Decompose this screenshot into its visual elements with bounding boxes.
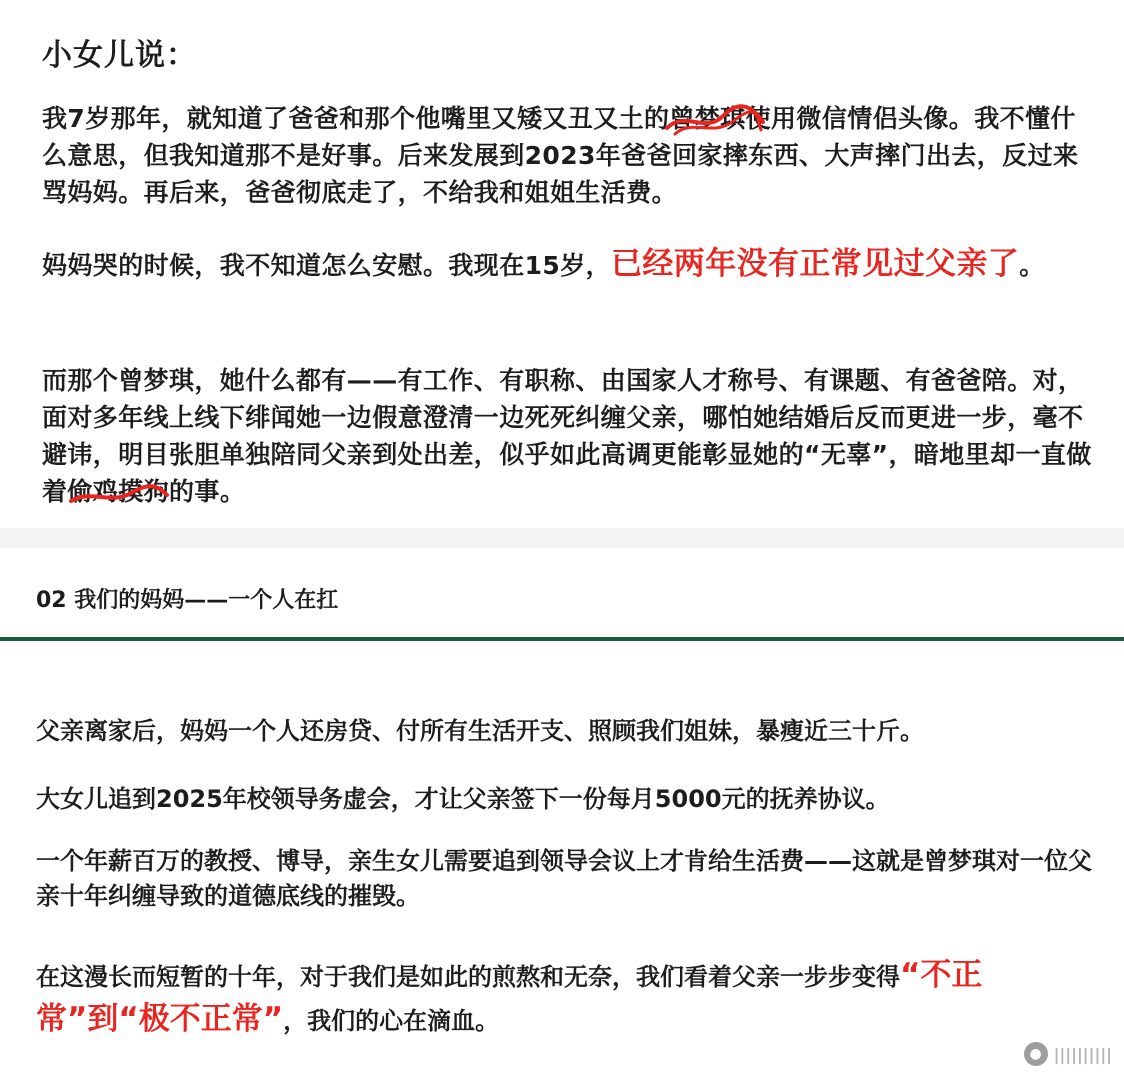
- paragraph-mother-1: 父亲离家后，妈妈一个人还房贷、付所有生活开支、照顾我们姐妹，暴瘦近三十斤。: [36, 717, 924, 745]
- paragraph-3: [42, 362, 1100, 510]
- paragraph-mother-4-before: 在这漫长而短暂的十年，对于我们是如此的煎熬和无奈，我们看着父亲一步步变得: [36, 963, 900, 991]
- paragraph-mother-4-after: ，我们的心在滴血。: [283, 1007, 500, 1035]
- paragraph-mother-2: 大女儿追到2025年校领导务虚会，才让父亲签下一份每月5000元的抚养协议。: [36, 785, 890, 813]
- paragraph-3-after: 的事。: [169, 477, 246, 506]
- paragraph-mother-3: 一个年薪百万的教授、博导，亲生女儿需要追到领导会议上才肯给生活费——这就是曾梦琪对一位父亲十年纠缠导致的道德底线的摧毁。: [36, 847, 1092, 910]
- paragraph-2: [42, 246, 1100, 284]
- paragraph-mother-4: [36, 954, 1096, 1042]
- paragraph-1-before: 我7岁那年，就知道了爸爸和那个他嘴里又矮又丑又土的: [42, 104, 670, 133]
- highlight-abnormal: “不正常”到“极不正常”: [36, 957, 983, 1037]
- heading-little-daughter: 小女儿说：: [42, 38, 197, 73]
- watermark-logo-icon: ●: [1024, 1042, 1048, 1066]
- watermark-text: ||||||||||: [1053, 1044, 1112, 1064]
- watermark: [1024, 1042, 1112, 1066]
- paragraph-2-after: 。: [1019, 251, 1045, 280]
- paragraph-2-before: 妈妈哭的时候，我不知道怎么安慰。我现在15岁，: [42, 251, 611, 280]
- paragraph-1-after: 使用微信情侣头像。我不懂什么意思，但我知道那不是好事。后来发展到2023年爸爸回家摔东西、大声摔门出去，反过来骂妈妈。再后来，爸爸彻底走了，不给我和姐姐生活费。: [42, 104, 1079, 207]
- story-card-bottom: [0, 548, 1124, 1080]
- struck-name-text: 曾梦琪: [669, 104, 746, 133]
- paragraph-1: [42, 100, 1100, 211]
- struck-name: [669, 104, 745, 133]
- paragraph-3-before: 而那个曾梦琪，她什么都有——有工作、有职称、由国家人才称号、有课题、有爸爸陪。对，面对多年线上线下绯闻她一边假意澄清一边死死纠缠父亲，哪怕她结婚后反而更进一步，毫不避讳，明目张胆单独陪同父亲到处出差，似乎如此高调更能彰显她的“无辜”，暗地里却一直做着: [42, 366, 1092, 506]
- section-divider: [0, 637, 1124, 641]
- highlight-not-seen-father: 已经两年没有正常见过父亲了: [611, 246, 1020, 282]
- struck-phrase: [67, 477, 169, 506]
- story-card-top: [0, 0, 1124, 528]
- section-heading-mother: 02 我们的妈妈——一个人在扛: [36, 588, 339, 613]
- struck-phrase-text: 偷鸡摸狗: [67, 477, 170, 506]
